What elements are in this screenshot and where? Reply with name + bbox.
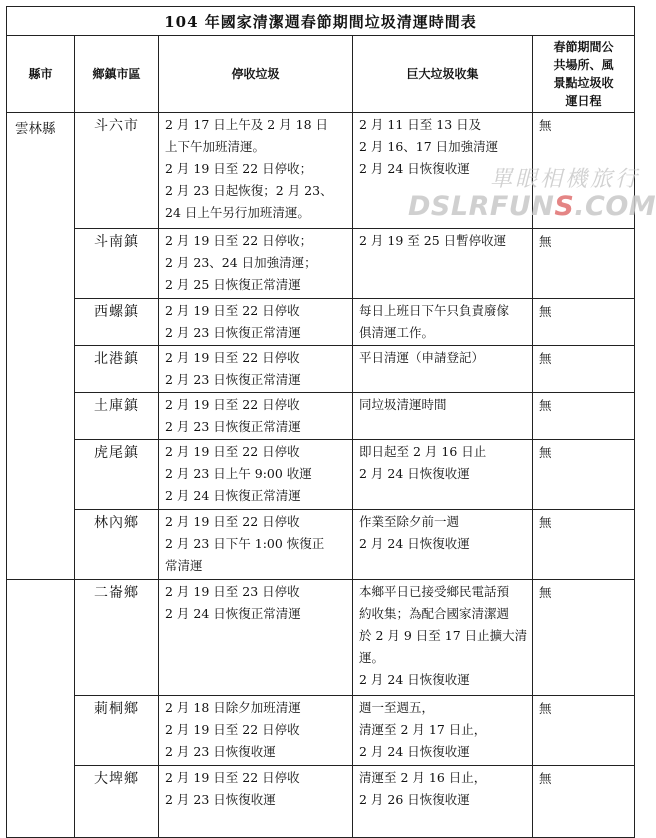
table-row [7, 393, 635, 440]
table-row [7, 580, 635, 696]
watermark-chinese: 單眼相機旅行 [490, 167, 641, 192]
county-cell [7, 299, 75, 346]
table-row [7, 696, 635, 766]
suspension-cell-line: 2 月 23、24 日加強清運； [165, 255, 317, 270]
bulky-cell [353, 229, 533, 299]
suspension-cell-line: 2 月 23 日下午 1:00 恢復正 [165, 536, 325, 551]
header-township: 鄉鎮市區 [75, 36, 159, 113]
bulky-cell [353, 346, 533, 393]
suspension-cell-line: 2 月 24 日恢復正常清運 [165, 488, 301, 503]
suspension-cell-line: 2 月 23 日起恢復；2 月 23、 [165, 183, 333, 198]
park-schedule-cell: 無 [533, 229, 635, 299]
suspension-cell [159, 346, 353, 393]
park-schedule-cell: 無 [533, 510, 635, 580]
suspension-cell-line: 2 月 19 日至 22 日停收 [165, 770, 300, 785]
township-name: 北港鎮 [75, 346, 159, 393]
township-name: 虎尾鎮 [75, 440, 159, 510]
bulky-cell-line: 週一至週五， [359, 700, 435, 715]
bulky-cell-line: 俱清運工作。 [359, 325, 435, 340]
township-name: 西螺鎮 [75, 299, 159, 346]
county-cell [7, 510, 75, 580]
suspension-cell-line: 2 月 18 日除夕加班清運 [165, 700, 301, 715]
suspension-cell [159, 299, 353, 346]
township-name: 林內鄉 [75, 510, 159, 580]
suspension-cell [159, 393, 353, 440]
suspension-cell-line: 2 月 19 日至 23 日停收 [165, 584, 300, 599]
township-name: 斗南鎮 [75, 229, 159, 299]
park-schedule-cell: 無 [533, 393, 635, 440]
header-park-line: 春節期間公 [553, 40, 614, 54]
suspension-cell-line: 2 月 23 日上午 9:00 收運 [165, 466, 312, 481]
county-cell [7, 393, 75, 440]
header-bulky: 巨大垃圾收集 [353, 36, 533, 113]
suspension-cell-line: 2 月 19 日至 22 日停收 [165, 350, 300, 365]
park-schedule-cell: 無 [533, 113, 635, 229]
table-row [7, 229, 635, 299]
table-row [7, 510, 635, 580]
county-cell [7, 113, 75, 229]
suspension-cell [159, 229, 353, 299]
header-park-line: 景點垃圾收 [553, 76, 614, 90]
header-park-line: 共場所、風 [553, 58, 614, 72]
watermark-english-suffix: .COM [574, 191, 656, 222]
suspension-cell-line: 2 月 25 日恢復正常清運 [165, 277, 301, 292]
bulky-cell-line: 2 月 24 日恢復收運 [359, 161, 470, 176]
schedule-page [6, 6, 634, 838]
bulky-cell-line: 運。 [359, 650, 385, 665]
bulky-cell-line: 平日清運（申請登記） [359, 350, 485, 365]
county-cell [7, 580, 75, 696]
suspension-cell [159, 696, 353, 766]
bulky-cell [353, 510, 533, 580]
bulky-cell [353, 580, 533, 696]
township-name: 大埤鄉 [75, 766, 159, 838]
township-name: 土庫鎮 [75, 393, 159, 440]
bulky-cell-line: 2 月 16、17 日加強清運 [359, 139, 499, 154]
county-cell [7, 229, 75, 299]
header-row [7, 36, 635, 113]
township-name: 二崙鄉 [75, 580, 159, 696]
suspension-cell [159, 580, 353, 696]
park-schedule-cell: 無 [533, 299, 635, 346]
bulky-cell-line: 同垃圾清運時間 [359, 397, 447, 412]
township-name: 斗六市 [75, 113, 159, 229]
bulky-cell [353, 113, 533, 229]
header-park-line: 運日程 [565, 94, 602, 108]
bulky-cell [353, 440, 533, 510]
park-schedule-cell: 無 [533, 580, 635, 696]
park-schedule-cell: 無 [533, 440, 635, 510]
suspension-cell-line: 常清運 [165, 558, 203, 573]
bulky-cell-line: 2 月 24 日恢復收運 [359, 672, 470, 687]
suspension-cell-line: 2 月 19 日至 22 日停收； [165, 161, 313, 176]
suspension-cell-line: 上下午加班清運。 [165, 139, 266, 154]
suspension-cell-line: 2 月 17 日上午及 2 月 18 日 [165, 117, 329, 132]
suspension-cell-line: 2 月 24 日恢復正常清運 [165, 606, 301, 621]
bulky-cell-line: 清運至 2 月 16 日止， [359, 770, 487, 785]
suspension-cell-line: 2 月 19 日至 22 日停收 [165, 722, 300, 737]
bulky-cell-line: 本鄉平日已接受鄉民電話預 [359, 584, 510, 599]
county-cell [7, 766, 75, 838]
header-park [533, 36, 635, 113]
suspension-cell-line: 2 月 23 日恢復收運 [165, 792, 276, 807]
header-suspension: 停收垃圾 [159, 36, 353, 113]
county-cell [7, 696, 75, 766]
suspension-cell-line: 2 月 19 日至 22 日停收 [165, 514, 300, 529]
suspension-cell-line: 2 月 23 日恢復正常清運 [165, 325, 301, 340]
header-county: 縣市 [7, 36, 75, 113]
county-name: 雲林縣 [15, 121, 56, 137]
suspension-cell [159, 113, 353, 229]
schedule-table [6, 6, 635, 838]
park-schedule-cell: 無 [533, 766, 635, 838]
title-row [7, 7, 635, 36]
suspension-cell-line: 2 月 19 日至 22 日停收 [165, 397, 300, 412]
park-schedule-cell: 無 [533, 696, 635, 766]
park-schedule-cell: 無 [533, 346, 635, 393]
watermark-english-prefix: DSLRFUN [408, 191, 555, 222]
bulky-cell-line: 約收集；為配合國家清潔週 [359, 606, 510, 621]
table-row [7, 113, 635, 229]
suspension-cell [159, 440, 353, 510]
bulky-cell-line: 2 月 24 日恢復收運 [359, 466, 470, 481]
page-title: 104 年國家清潔週春節期間垃圾清運時間表 [7, 7, 635, 36]
bulky-cell [353, 299, 533, 346]
watermark-english-accent: S [554, 191, 575, 222]
suspension-cell-line: 2 月 23 日恢復收運 [165, 744, 276, 759]
suspension-cell [159, 510, 353, 580]
bulky-cell [353, 766, 533, 838]
bulky-cell-line: 2 月 24 日恢復收運 [359, 536, 470, 551]
bulky-cell-line: 2 月 19 至 25 日暫停收運 [359, 233, 507, 248]
suspension-cell-line: 2 月 19 日至 22 日停收； [165, 233, 313, 248]
suspension-cell-line: 2 月 19 日至 22 日停收 [165, 444, 300, 459]
county-cell [7, 440, 75, 510]
table-row [7, 766, 635, 838]
bulky-cell-line: 2 月 11 日至 13 日及 [359, 117, 482, 132]
table-row [7, 346, 635, 393]
suspension-cell [159, 766, 353, 838]
bulky-cell [353, 696, 533, 766]
bulky-cell-line: 每日上班日下午只負責廢傢 [359, 303, 510, 318]
schedule-rows [7, 113, 635, 838]
suspension-cell-line: 2 月 23 日恢復正常清運 [165, 419, 301, 434]
bulky-cell-line: 作業至除夕前一週 [359, 514, 460, 529]
table-row [7, 299, 635, 346]
bulky-cell-line: 即日起至 2 月 16 日止 [359, 444, 487, 459]
suspension-cell-line: 2 月 23 日恢復正常清運 [165, 372, 301, 387]
bulky-cell-line: 於 2 月 9 日至 17 日止擴大清 [359, 628, 528, 643]
bulky-cell-line: 2 月 24 日恢復收運 [359, 744, 470, 759]
suspension-cell-line: 24 日上午另行加班清運。 [165, 205, 310, 220]
suspension-cell-line: 2 月 19 日至 22 日停收 [165, 303, 300, 318]
township-name: 莿桐鄉 [75, 696, 159, 766]
bulky-cell-line: 2 月 26 日恢復收運 [359, 792, 470, 807]
table-row [7, 440, 635, 510]
bulky-cell-line: 清運至 2 月 17 日止， [359, 722, 487, 737]
bulky-cell [353, 393, 533, 440]
county-cell [7, 346, 75, 393]
